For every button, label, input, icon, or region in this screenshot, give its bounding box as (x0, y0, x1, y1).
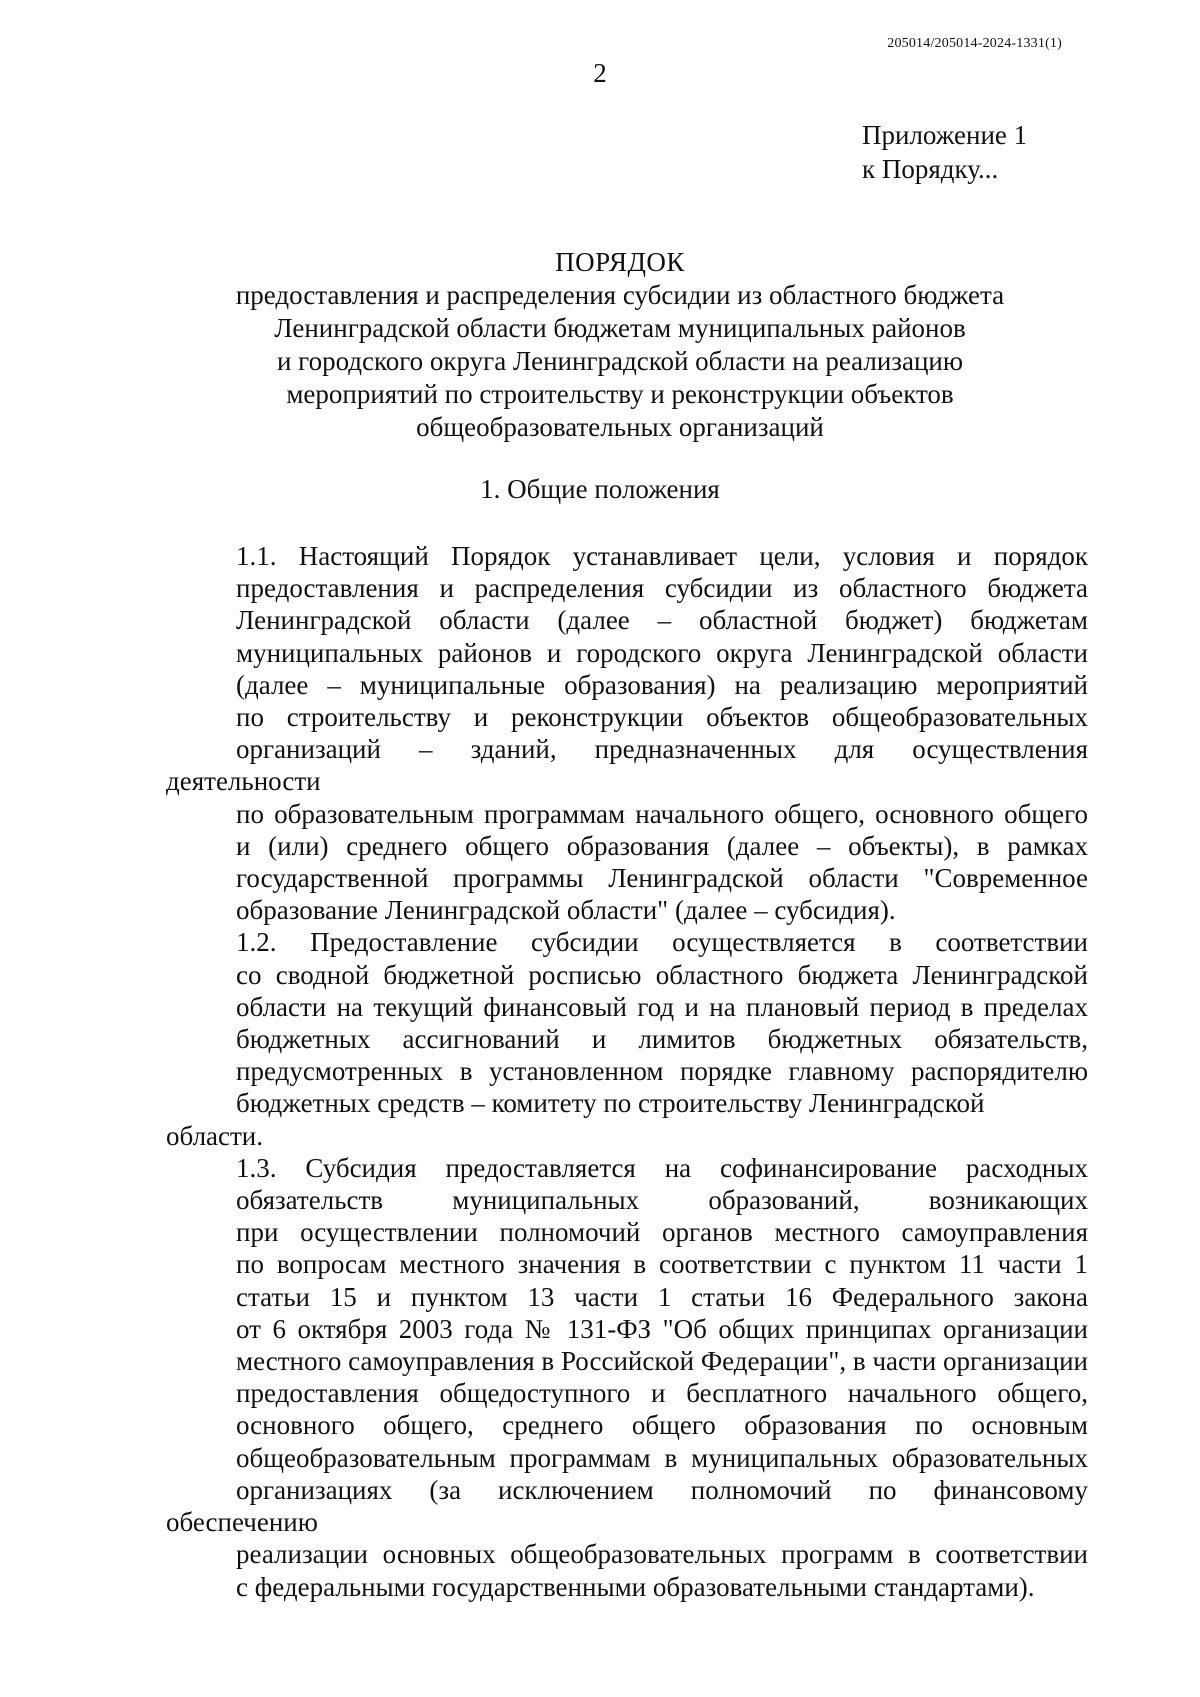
title-line: предоставления и распределения субсидии из областного бюджета (235, 280, 1005, 310)
paragraph-1-1 (166, 540, 1088, 926)
document-id: 205014/205014-2024-1331(1) (887, 36, 1062, 51)
text-line: реализации основных общеобразовательных программ в соответствии (236, 1539, 1088, 1570)
text-line: по образовательным программам начального общего, основного общего (236, 798, 1088, 829)
title-main: ПОРЯДОК (555, 247, 685, 277)
body-text (166, 540, 1088, 1603)
text-line: от 6 октября 2003 года № 131-ФЗ "Об общих принципах организации (236, 1313, 1088, 1344)
text-line: организациях (за исключением полномочий по финансовому обеспечению (166, 1474, 1088, 1538)
text-line: предусмотренных в установленном порядке главному распорядителю (236, 1056, 1088, 1087)
appendix-line: к Порядку... (862, 154, 999, 184)
text-line: статьи 15 и пунктом 13 части 1 статьи 16 Федерального закона (236, 1281, 1088, 1312)
title-line: и городского округа Ленинградской области на реализацию (276, 346, 964, 376)
text-line: бюджетных ассигнований и лимитов бюджетных обязательств, (236, 1024, 1088, 1055)
text-line: по вопросам местного значения в соответствии с пунктом 11 части 1 (236, 1249, 1088, 1280)
text-line: местного самоуправления в Российской Федерации", в части организации (236, 1346, 1088, 1377)
text-line: 1.3. Субсидия предоставляется на софинансирование расходных (236, 1152, 1088, 1183)
title-line: общеобразовательных организаций (416, 412, 824, 442)
text-line: 1.1. Настоящий Порядок устанавливает цели, условия и порядок (236, 541, 1088, 571)
text-line: общеобразовательным программам в муниципальных образовательных (236, 1442, 1088, 1473)
text-line: Ленинградской области (далее – областной бюджет) бюджетам (236, 605, 1088, 636)
title-line: Ленинградской области бюджетам муниципальных районов (274, 313, 966, 343)
text-line: обязательств муниципальных образований, возникающих (236, 1185, 1088, 1216)
text-line: со сводной бюджетной росписью областного бюджета Ленинградской (236, 959, 1088, 990)
appendix-line: Приложение 1 (862, 120, 1028, 150)
text-line: предоставления общедоступного и бесплатного начального общего, (236, 1378, 1088, 1409)
text-line: предоставления и распределения субсидии из областного бюджета (236, 573, 1088, 604)
text-line: муниципальных районов и городского округа Ленинградской области (236, 637, 1088, 668)
text-line: области на текущий финансовый год и на плановый период в пределах (236, 991, 1088, 1022)
text-line: при осуществлении полномочий органов местного самоуправления (236, 1217, 1088, 1248)
text-line: с федеральными государственными образовательными стандартами). (236, 1571, 1035, 1602)
text-line: организаций – зданий, предназначенных для осуществления деятельности (166, 734, 1088, 797)
title-line: мероприятий по строительству и реконструкции объектов (286, 379, 954, 409)
section-heading: 1. Общие положения (480, 474, 720, 504)
text-line: бюджетных средств – комитету по строительству Ленинградской области. (166, 1088, 985, 1151)
text-line: государственной программы Ленинградской области "Современное (236, 863, 1088, 894)
document-title (160, 246, 1080, 444)
text-line: 1.2. Предоставление субсидии осуществляется в соответствии (236, 927, 1088, 958)
paragraph-1-3 (166, 1152, 1088, 1603)
text-line: основного общего, среднего общего образования по основным (236, 1410, 1088, 1441)
paragraph-1-2 (166, 926, 1088, 1151)
text-line: по строительству и реконструкции объектов общеобразовательных (236, 702, 1088, 733)
text-line: (далее – муниципальные образования) на реализацию мероприятий (236, 669, 1088, 700)
page-number: 2 (593, 58, 607, 88)
text-line: образование Ленинградской области" (далее – субсидия). (236, 895, 896, 926)
appendix-reference (862, 118, 1027, 186)
text-line: и (или) среднего общего образования (далее – объекты), в рамках (236, 830, 1088, 861)
